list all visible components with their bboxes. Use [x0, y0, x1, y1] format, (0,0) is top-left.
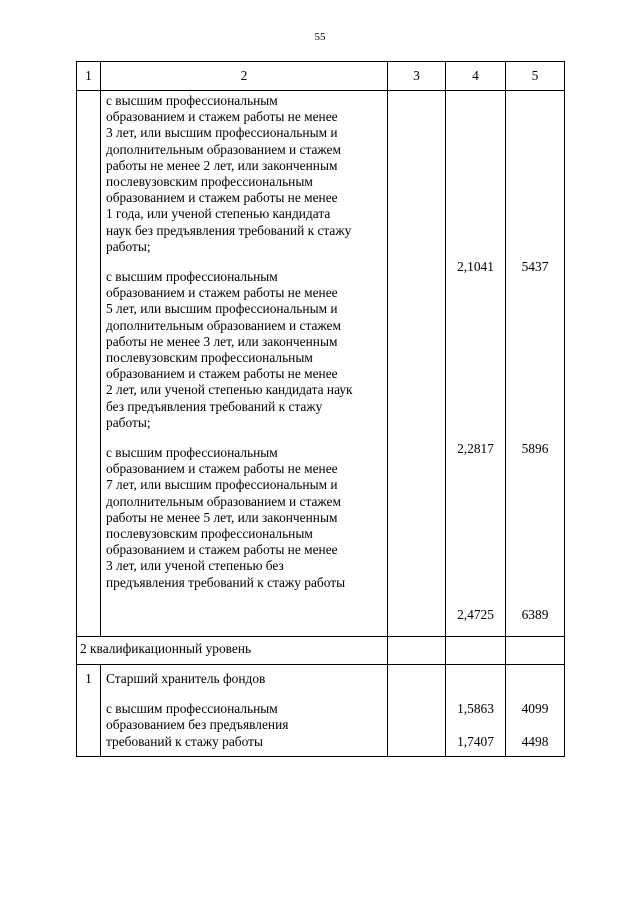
requirement-line: образованием без предъявления	[106, 717, 289, 733]
requirement-line: дополнительным образованием и стажем	[106, 317, 341, 333]
cell-salaries	[506, 665, 565, 757]
table-row-requirements	[77, 91, 565, 637]
cell-coefficients	[446, 665, 506, 757]
requirement-line: работы;	[106, 414, 151, 430]
header-col-2: 2	[101, 62, 388, 91]
requirement-line: работы не менее 3 лет, или законченным	[106, 333, 338, 349]
table-row-position	[77, 665, 565, 757]
requirement-line: дополнительным образованием и стажем	[106, 493, 341, 509]
table-header-row	[77, 62, 565, 91]
cell-empty	[446, 637, 506, 665]
salary-value: 4099	[521, 701, 549, 716]
cell-requirements	[101, 91, 388, 637]
coefficient-value: 1,5863	[457, 701, 494, 716]
salary-value: 6389	[521, 607, 549, 622]
position-requirements	[106, 701, 384, 750]
header-col-4: 4	[446, 62, 506, 91]
requirement-line: 1 года, или ученой степенью кандидата	[106, 206, 331, 222]
salary-table	[76, 61, 565, 757]
requirement-line: образованием и стажем работы не менее	[106, 190, 338, 206]
requirement-line: работы;	[106, 238, 151, 254]
requirement-line: 2 лет, или ученой степенью кандидата наук	[106, 382, 353, 398]
requirement-line: наук без предъявления требований к стажу	[106, 222, 352, 238]
row-number: 1	[77, 665, 101, 757]
coefficient-value: 2,1041	[457, 259, 494, 274]
requirement-line: образованием и стажем работы не менее	[106, 461, 338, 477]
requirement-line: 3 лет, или ученой степенью без	[106, 558, 284, 574]
requirement-line: предъявления требований к стажу работы	[106, 574, 346, 590]
coefficient-value: 2,2817	[457, 441, 494, 456]
cell-empty	[388, 665, 446, 757]
requirement-line: требований к стажу работы	[106, 733, 263, 749]
header-col-3: 3	[388, 62, 446, 91]
cell-position	[101, 665, 388, 757]
requirement-line: образованием и стажем работы не менее	[106, 542, 338, 558]
salary-value: 4498	[521, 734, 549, 749]
requirement-line: дополнительным образованием и стажем	[106, 141, 341, 157]
cell-empty	[506, 637, 565, 665]
page-number: 55	[314, 31, 326, 43]
salary-value: 5437	[521, 259, 549, 274]
cell-empty	[388, 637, 446, 665]
requirement-block-2	[106, 269, 384, 431]
cell-empty-col3	[388, 91, 446, 637]
requirement-line: образованием и стажем работы не менее	[106, 109, 338, 125]
requirement-line: образованием и стажем работы не менее	[106, 285, 338, 301]
position-title: Старший хранитель фондов	[106, 671, 266, 686]
coefficient-value: 2,4725	[457, 607, 494, 622]
requirement-line: 3 лет, или высшим профессиональным и	[106, 125, 338, 141]
table-row-level	[77, 637, 565, 665]
requirement-line: с высшим профессиональным	[106, 445, 278, 461]
requirement-line: работы не менее 2 лет, или законченным	[106, 157, 338, 173]
cell-empty-col1	[77, 91, 101, 637]
requirement-line: с высшим профессиональным	[106, 269, 278, 285]
requirement-line: 7 лет, или высшим профессиональным и	[106, 477, 338, 493]
coefficient-value: 1,7407	[457, 734, 494, 749]
header-col-1: 1	[77, 62, 101, 91]
requirement-line: работы не менее 5 лет, или законченным	[106, 509, 338, 525]
qualification-level-label: 2 квалификационный уровень	[77, 637, 388, 665]
requirement-line: с высшим профессиональным	[106, 701, 278, 717]
requirement-line: с высшим профессиональным	[106, 93, 278, 108]
salary-value: 5896	[521, 441, 549, 456]
requirement-line: без предъявления требований к стажу	[106, 398, 323, 414]
requirement-line: послевузовским профессиональным	[106, 526, 313, 542]
requirement-line: послевузовским профессиональным	[106, 174, 313, 190]
requirement-line: послевузовским профессиональным	[106, 350, 313, 366]
requirement-block-1	[106, 93, 384, 255]
header-col-5: 5	[506, 62, 565, 91]
requirement-block-3	[106, 445, 384, 591]
requirement-line: 5 лет, или высшим профессиональным и	[106, 301, 338, 317]
cell-coefficients	[446, 91, 506, 637]
requirement-line: образованием и стажем работы не менее	[106, 366, 338, 382]
cell-salaries	[506, 91, 565, 637]
